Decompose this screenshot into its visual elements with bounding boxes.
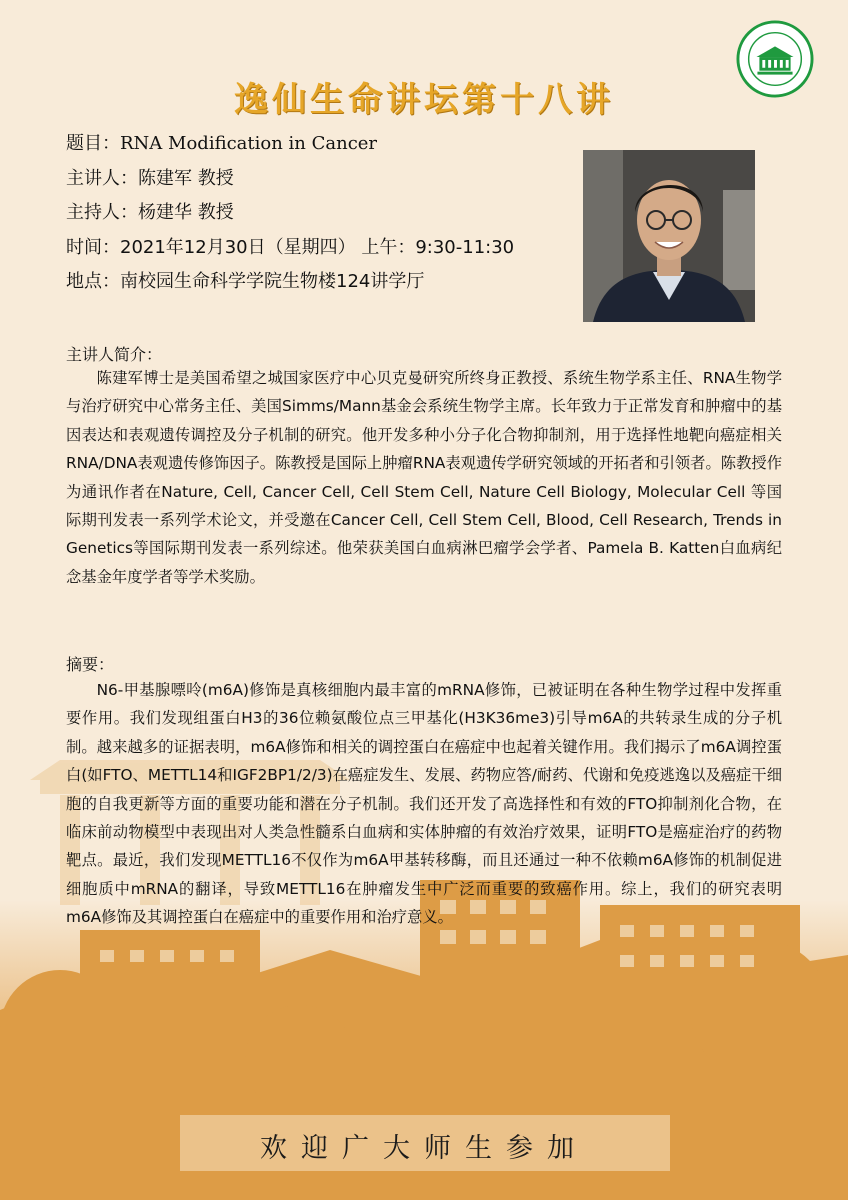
welcome-message: 欢迎广大师生参加 — [260, 1133, 588, 1164]
info-place — [66, 273, 424, 291]
info-time — [66, 239, 514, 257]
bio-heading: 主讲人简介： — [66, 345, 163, 364]
info-topic — [66, 135, 377, 153]
info-host — [66, 204, 234, 222]
abstract-paragraph: N6-甲基腺嘌呤(m6A)修饰是真核细胞内最丰富的mRNA修饰，已被证明在各种生物学过程中发挥重要作用。我们发现组蛋白H3的36位赖氨酸位点三甲基化(H3K36me3)引导m6A的共转录生成的分子机制。越来越多的证据表明，m6A修饰和相关的调控蛋白在癌症中也起着关键作用。我们揭示了m6A调控蛋白(如FTO、METTL14和IGF2BP1/2/3)在癌症发生、发展、药物应答/耐药、代谢和免疫逃逸以及癌症干细胞的自我更新等方面的重要功能和潜在分子机制。我们还开发了高选择性和有效的FTO抑制剂化合物，在临床前动物模型中表现出对人类急性髓系白血病和实体肿瘤的有效治疗效果，证明FTO是癌症治疗的药物靶点。最近，我们发现METTL16不仅作为m6A甲基转移酶，而且还通过一种不依赖m6A修饰的机制促进细胞质中mRNA的翻译，导致METTL16在肿瘤发生中广泛而重要的致癌作用。综上，我们的研究表明m6A修饰及其调控蛋白在癌症中的重要作用和治疗意义。 — [66, 681, 782, 927]
host-value: 杨建华 教授 — [138, 202, 234, 223]
bio-paragraph: 陈建军博士是美国希望之城国家医疗中心贝克曼研究所终身正教授、系统生物学系主任、RNA生物学与治疗研究中心常务主任、美国Simms/Mann基金会系统生物学主席。长年致力于正常发育和肿瘤中的基因表达和表观遗传调控及分子机制的研究。他开发多种小分子化合物抑制剂，用于选择性地靶向癌症相关RNA/DNA表观遗传修饰因子。陈教授是国际上肿瘤RNA表观遗传学研究领域的开拓者和引领者。陈教授作为通讯作者在Nature, Cell, Cancer Cell, Cell Stem Cell, Nature Cell Biology, Molecular Cell 等国际期刊发表一系列学术论文，并受邀在Cancer Cell, Cell Stem Cell, Blood, Cell Research, Trends in Genetics等国际期刊发表一系列综述。他荣获美国白血病淋巴瘤学会学者、Pamela B. Katten白血病纪念基金年度学者等学术奖励。 — [66, 369, 782, 586]
abstract-heading: 摘要： — [66, 655, 115, 674]
place-label: 地点： — [66, 271, 120, 292]
speaker-portrait-photo — [583, 150, 755, 322]
place-value: 南校园生命科学学院生物楼124讲学厅 — [120, 271, 425, 292]
host-label: 主持人： — [66, 202, 138, 223]
time-label: 时间： — [66, 237, 120, 258]
topic-value: RNA Modification in Cancer — [120, 133, 378, 154]
speaker-value: 陈建军 教授 — [138, 168, 234, 189]
speaker-label: 主讲人： — [66, 168, 138, 189]
info-speaker — [66, 170, 234, 188]
time-value: 2021年12月30日（星期四） 上午：9:30-11:30 — [120, 237, 515, 258]
lecture-title: 逸仙生命讲坛第十八讲 — [234, 80, 614, 120]
topic-label: 题目： — [66, 133, 120, 154]
